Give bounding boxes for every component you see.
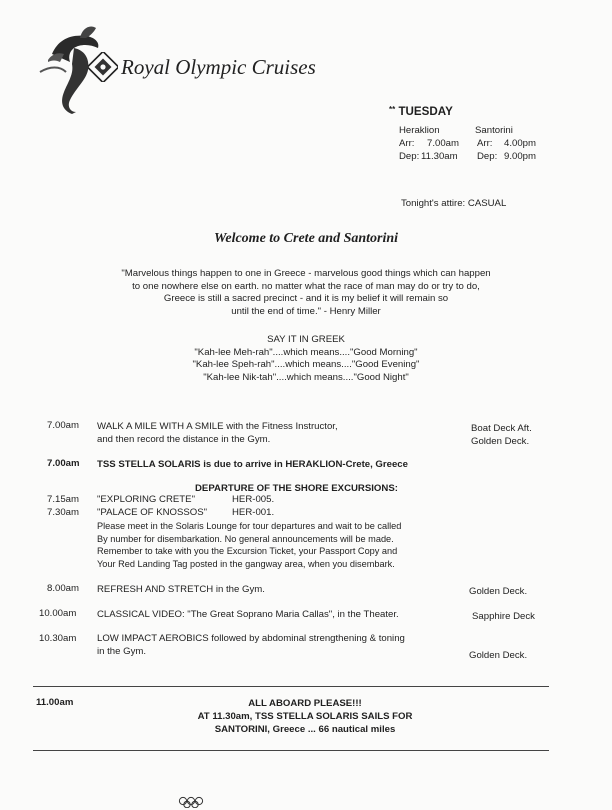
video-time: 10.00am [39, 608, 77, 619]
walk-time: 7.00am [47, 420, 79, 431]
port-santorini: Santorini [475, 125, 513, 136]
quote-line: "Marvelous things happen to one in Greece - marvelous good things which can happen [121, 268, 491, 279]
refresh-text: REFRESH AND STRETCH in the Gym. [97, 584, 265, 595]
quote-block [60, 268, 552, 319]
walk-location-line: Golden Deck. [471, 436, 530, 448]
excursion-code: HER-001. [232, 507, 275, 518]
excursion-name: "PALACE OF KNOSSOS" [97, 507, 208, 518]
greek-phrase: "Kah-lee Speh-rah"....which means...."Good Evening" [192, 359, 420, 371]
brand-emblem-icon [88, 52, 118, 82]
walk-line: and then record the distance in the Gym. [97, 433, 271, 445]
divider-top [33, 686, 549, 687]
quote-line: until the end of time." - Henry Miller [231, 306, 381, 318]
refresh-time: 8.00am [47, 583, 79, 594]
welcome-title: Welcome to Crete and Santorini [213, 231, 399, 246]
notes-line: By number for disembarkation. No general announcements will be made. [97, 533, 394, 544]
quote-line: Greece is still a sacred precinct - and it is my belief it will remain so [163, 293, 449, 305]
day-marker: ** [389, 105, 396, 114]
aerobics-line: LOW IMPACT AEROBICS followed by abdominal strengthening & toning [97, 633, 405, 644]
aboard-line: AT 11.30am, TSS STELLA SOLARIS SAILS FOR [197, 710, 413, 722]
walk-location-line: Boat Deck Aft. [471, 423, 532, 434]
greek-phrase: "Kah-lee Nik-tah"....which means...."Good Night" [203, 372, 409, 384]
greek-title: SAY IT IN GREEK [267, 334, 345, 345]
walk-location [471, 422, 532, 449]
walk-text [97, 421, 338, 446]
aboard-line: SANTORINI, Greece ... 66 nautical miles [214, 723, 396, 735]
notes-line: Remember to take with you the Excursion Ticket, your Passport Copy and [97, 546, 398, 557]
video-text: CLASSICAL VIDEO: "The Great Soprano Maria Callas", in the Theater. [97, 609, 399, 620]
departure-label-2: Dep: [477, 151, 498, 162]
arrival-row [399, 138, 549, 150]
excursion-name: "EXPLORING CRETE" [97, 494, 195, 505]
greek-phrase: "Kah-lee Meh-rah"....which means...."Good Morning" [194, 346, 418, 358]
arrive-text: TSS STELLA SOLARIS is due to arrive in HERAKLION-Crete, Greece [97, 459, 408, 470]
excursions-heading: DEPARTURE OF THE SHORE EXCURSIONS: [195, 483, 398, 494]
excursion-time: 7.30am [47, 507, 79, 518]
departure-label-1: Dep: [399, 151, 420, 162]
video-location: Sapphire Deck [472, 611, 535, 622]
divider-bottom [33, 750, 549, 751]
arrive-time: 7.00am [47, 458, 80, 469]
itinerary-day-row [389, 105, 453, 118]
departure-time-1: 11.30am [421, 151, 458, 162]
refresh-location: Golden Deck. [469, 586, 528, 597]
notes-line: Please meet in the Solaris Lounge for tour departures and wait to be called [97, 521, 402, 531]
port-heraklion: Heraklion [399, 125, 440, 136]
departure-row [399, 151, 549, 163]
aboard-block [140, 698, 470, 736]
olympic-rings-icon [178, 796, 204, 808]
walk-line: WALK A MILE WITH A SMILE with the Fitness Instructor, [97, 421, 338, 432]
excursion-time: 7.15am [47, 494, 79, 505]
arrival-label-2: Arr: [477, 138, 493, 149]
excursion-code: HER-005. [232, 494, 275, 505]
arrival-time-2: 4.00pm [504, 138, 536, 149]
attire-note: Tonight's attire: CASUAL [401, 198, 507, 209]
aerobics-text [97, 633, 405, 658]
departure-time-2: 9.00pm [504, 151, 536, 162]
itinerary-day: TUESDAY [398, 105, 453, 118]
arrival-time-1: 7.00am [427, 138, 459, 149]
aboard-time: 11.00am [36, 697, 74, 708]
brand-name: Royal Olympic Cruises [121, 55, 316, 79]
excursion-notes [97, 520, 401, 570]
aerobics-line: in the Gym. [97, 645, 147, 657]
arrival-label-1: Arr: [399, 138, 415, 149]
quote-line: to one nowhere else on earth. no matter what the race of man may do or try to do, [132, 280, 480, 292]
aboard-line: ALL ABOARD PLEASE!!! [248, 698, 362, 709]
aerobics-location: Golden Deck. [469, 650, 528, 661]
greek-block [100, 334, 512, 385]
aerobics-time: 10.30am [39, 633, 77, 644]
notes-line: Your Red Landing Tag posted in the gangway area, when you disembark. [97, 558, 395, 569]
